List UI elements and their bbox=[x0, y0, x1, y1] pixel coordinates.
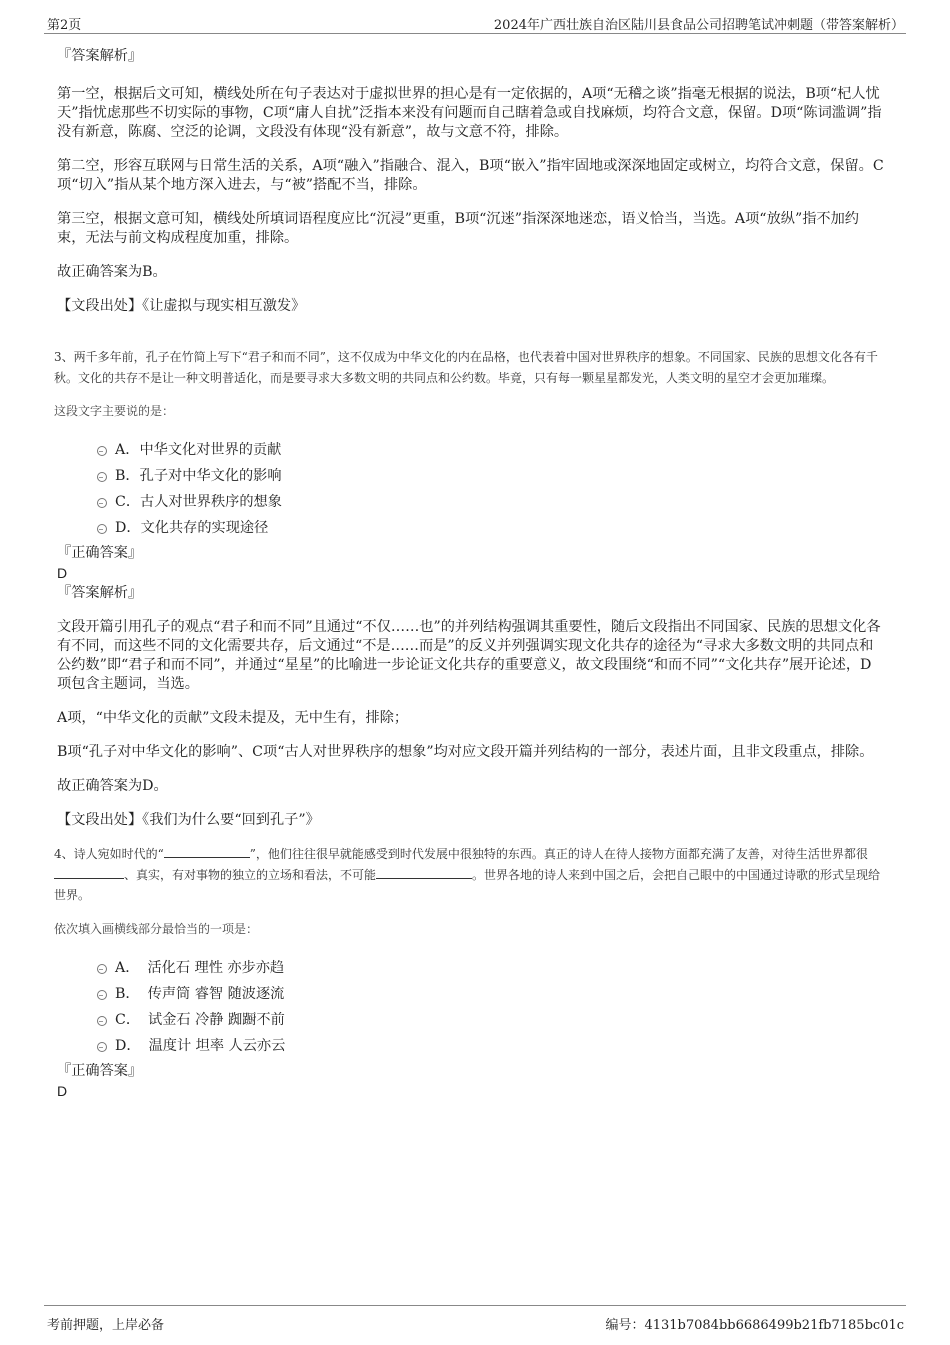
radio-icon[interactable] bbox=[97, 524, 107, 534]
analysis-paragraph: 第三空，根据文意可知，横线处所填词语程度应比“沉浸”更重，B项“沉迷”指深深地迷恋，语义恰当，当选。A项“放纵”指不加约束，无法与前文构成程度加重，排除。 bbox=[57, 211, 859, 246]
radio-icon[interactable] bbox=[97, 990, 107, 1000]
correct-answer-heading: 『正确答案』 bbox=[57, 545, 143, 562]
analysis-paragraph: 第一空，根据后文可知，横线处所在句子表达对于虚拟世界的担心是有一定依据的，A项“无稽之谈”指毫无根据的说法，B项“杞人忧天”指忧虑那些不切实际的事物，C项“庸人自扰”泛指本来没有问题而自己瞎着急或自找麻烦，均符合文意，保留。D项“陈词滥调”指没有新意，陈腐、空泛的论调，文段没有体现“没有新意”，故与文意不符，排除。 bbox=[57, 86, 882, 140]
option-a[interactable] bbox=[97, 955, 925, 981]
radio-icon[interactable] bbox=[97, 498, 107, 508]
fill-blank bbox=[54, 866, 124, 879]
source-citation: 【文段出处】《我们为什么要“回到孔子”》 bbox=[57, 812, 320, 829]
source-citation: 【文段出处】《让虚拟与现实相互激发》 bbox=[57, 298, 306, 314]
option-letter: D． bbox=[115, 520, 141, 537]
option-b[interactable] bbox=[97, 981, 925, 1007]
header-divider bbox=[44, 33, 906, 34]
analysis-heading: 『答案解析』 bbox=[57, 585, 143, 602]
option-text: 活化石 理性 亦步亦趋 bbox=[147, 959, 285, 976]
answer-conclusion: 故正确答案为B。 bbox=[57, 264, 167, 280]
radio-icon[interactable] bbox=[97, 1042, 107, 1052]
option-text: 试金石 冷静 踟蹰不前 bbox=[148, 1011, 285, 1028]
stem-part: ”，他们往往很早就能感受到时代发展中很独特的东西。真正的诗人在待人接物方面都充满了友善，对待生活世界都很 bbox=[249, 847, 868, 862]
option-letter: C． bbox=[115, 1011, 141, 1028]
option-text: 中华文化对世界的贡献 bbox=[139, 442, 282, 459]
option-text: 孔子对中华文化的影响 bbox=[139, 468, 282, 485]
option-b[interactable] bbox=[97, 463, 925, 489]
page-number: 第2页 bbox=[47, 18, 82, 33]
page-content bbox=[54, 44, 885, 1100]
option-text: 古人对世界秩序的想象 bbox=[140, 494, 282, 511]
answer-conclusion: 故正确答案为D。 bbox=[57, 778, 168, 795]
radio-icon[interactable] bbox=[97, 1016, 107, 1026]
option-a[interactable] bbox=[97, 437, 925, 463]
fill-blank bbox=[164, 845, 250, 858]
analysis-heading: 『答案解析』 bbox=[57, 48, 143, 64]
option-text: 温度计 坦率 人云亦云 bbox=[148, 1037, 286, 1054]
option-text: 文化共存的实现途径 bbox=[140, 520, 269, 537]
option-list bbox=[97, 437, 925, 541]
option-letter: A． bbox=[115, 442, 140, 459]
option-letter: C． bbox=[115, 494, 141, 511]
option-c[interactable] bbox=[97, 489, 925, 515]
option-letter: A． bbox=[115, 959, 140, 976]
footer-divider bbox=[44, 1305, 906, 1306]
correct-answer-heading: 『正确答案』 bbox=[57, 1062, 143, 1079]
analysis-paragraph: 文段开篇引用孔子的观点“君子和而不同”且通过“不仅……也”的并列结构强调其重要性，随后文段指出不同国家、民族的思想文化各有不同，而这些不同的文化需要共存，后文通过“不是……而是”的反义并列强调实现文化共存的途径为“寻求大多数文明的共同点和公约数”即“君子和而不同”，并通过“星星”的比喻进一步论证文化共存的重要意义，故文段围绕“和而不同”“文化共存”展开论述，D项包含主题词，当选。 bbox=[57, 619, 881, 693]
option-letter: D． bbox=[115, 1037, 141, 1054]
correct-answer: D bbox=[57, 565, 68, 582]
footer-slogan: 考前押题，上岸必备 bbox=[47, 1318, 165, 1333]
option-letter: B． bbox=[115, 468, 140, 485]
question-prompt: 依次填入画横线部分最恰当的一项是： bbox=[54, 921, 259, 936]
option-c[interactable] bbox=[97, 1007, 925, 1033]
radio-icon[interactable] bbox=[97, 964, 107, 974]
analysis-paragraph: 第二空，形容互联网与日常生活的关系，A项“融入”指融合、混入，B项“嵌入”指牢固地或深深地固定或树立，均符合文意，保留。C项“切入”指从某个地方深入进去，与“被”搭配不当，排除。 bbox=[57, 158, 884, 193]
question-stem bbox=[54, 844, 882, 906]
question-prompt: 这段文字主要说的是： bbox=[54, 404, 175, 419]
document-title: 2024年广西壮族自治区陆川县食品公司招聘笔试冲刺题（带答案解析） bbox=[493, 18, 904, 33]
stem-part: 。世界各地的诗人来到中国之后，会把自己眼中的中国通过诗歌的形式呈现给世界。 bbox=[54, 867, 881, 903]
option-d[interactable] bbox=[97, 1033, 925, 1059]
question-stem: 3、两千多年前，孔子在竹简上写下“君子和而不同”，这不仅成为中华文化的内在品格，也代表着中国对世界秩序的想象。不同国家、民族的思想文化各有千秋。文化的共存不是让一种文明普适化，而是要寻求大多数文明的共同点和公约数。毕竟，只有每一颗星星都发光，人类文明的星空才会更加璀璨。 bbox=[54, 350, 878, 385]
option-letter: B． bbox=[115, 985, 140, 1002]
stem-part: 4、诗人宛如时代的“ bbox=[54, 847, 164, 862]
option-list bbox=[97, 955, 925, 1059]
page-header bbox=[0, 0, 950, 36]
radio-icon[interactable] bbox=[97, 446, 107, 456]
analysis-paragraph: A项，“中华文化的贡献”文段未提及，无中生有，排除； bbox=[57, 710, 409, 727]
option-text: 传声筒 睿智 随波逐流 bbox=[147, 985, 285, 1002]
radio-icon[interactable] bbox=[97, 472, 107, 482]
option-d[interactable] bbox=[97, 515, 925, 541]
correct-answer: D bbox=[57, 1082, 68, 1099]
fill-blank bbox=[376, 866, 472, 879]
analysis-paragraph: B项“孔子对中华文化的影响”、C项“古人对世界秩序的想象”均对应文段开篇并列结构的一部分，表述片面，且非文段重点，排除。 bbox=[57, 744, 874, 761]
document-code: 编号：4131b7084bb6686499b21fb7185bc01c bbox=[605, 1318, 904, 1333]
page-footer bbox=[0, 1305, 950, 1345]
stem-part: 、真实，有对事物的独立的立场和看法，不可能 bbox=[124, 867, 377, 882]
